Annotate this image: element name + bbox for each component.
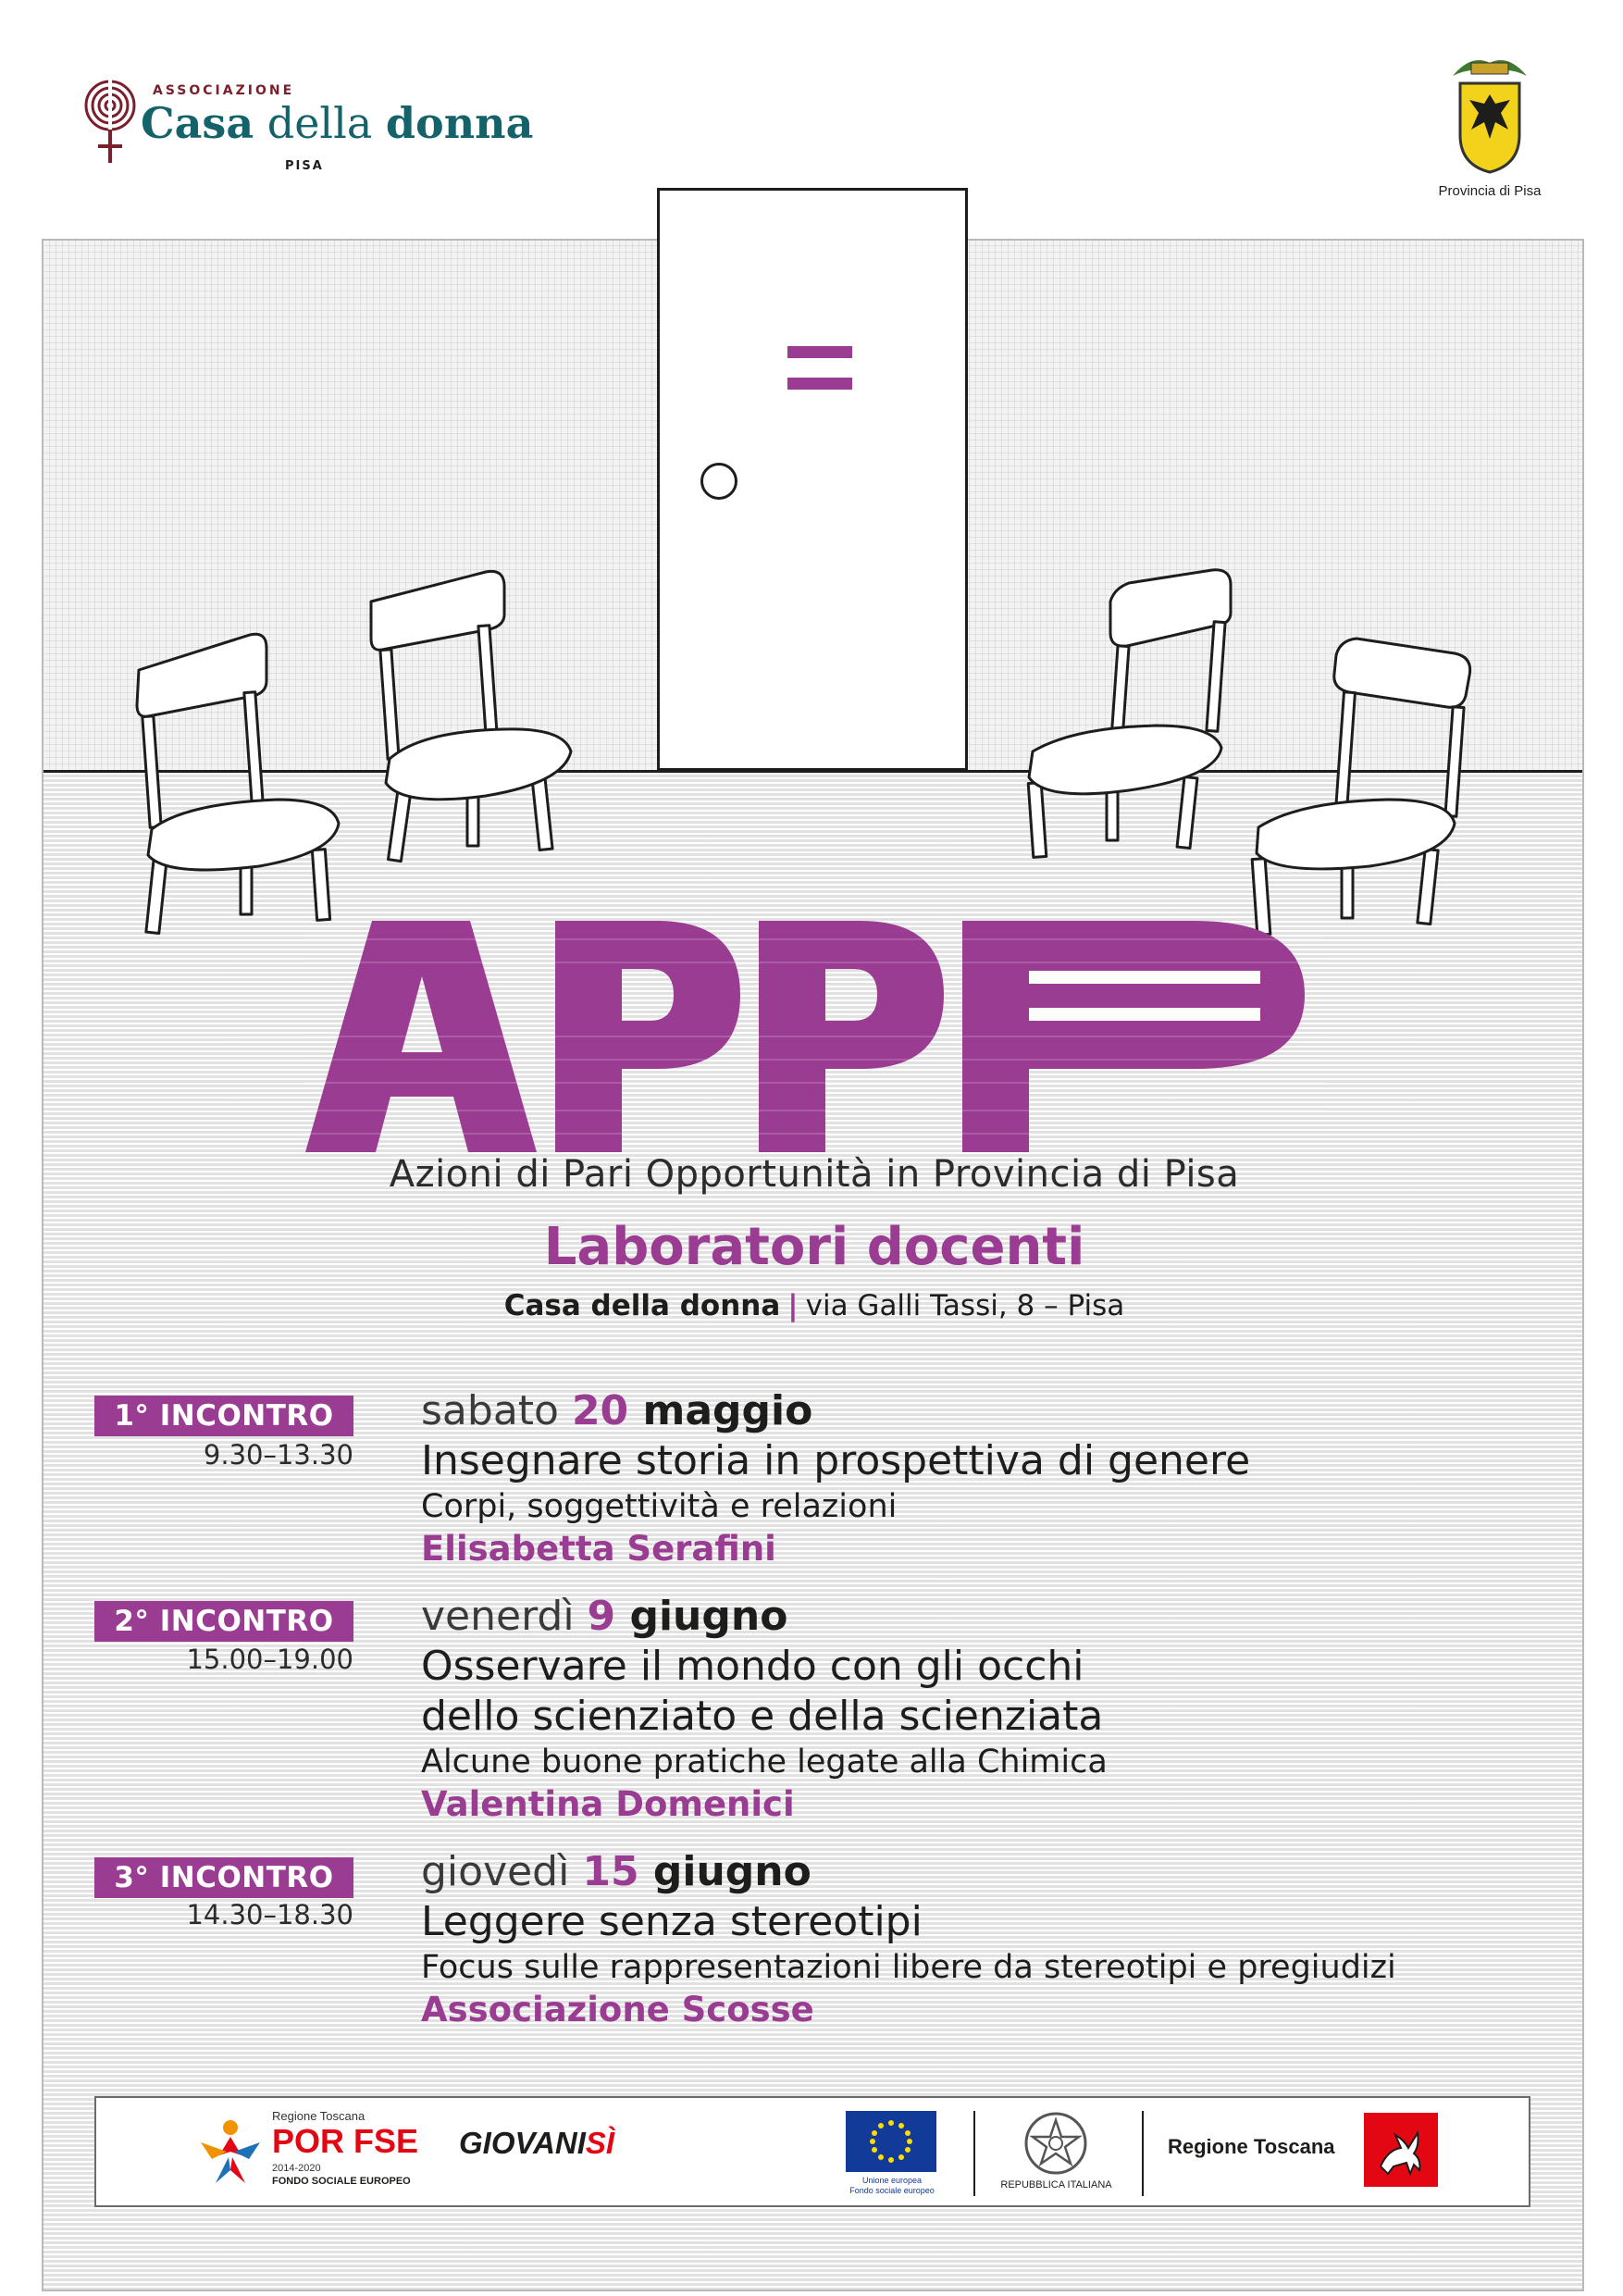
equals-bar: [787, 346, 852, 358]
por-fund: FONDO SOCIALE EUROPEO: [272, 2176, 411, 2187]
incontro-title: dello scienziato e della scienziata: [421, 1693, 1104, 1740]
venue-name: Casa della donna: [503, 1289, 781, 1322]
incontro-weekday: giovedì: [421, 1848, 583, 1895]
incontro-speaker: Associazione Scosse: [421, 1990, 814, 2029]
incontro-speaker: Elisabetta Serafini: [421, 1529, 776, 1569]
por-region: Regione Toscana: [272, 2109, 365, 2123]
incontro-title: Osservare il mondo con gli occhi: [421, 1643, 1084, 1690]
incontro-time: 15.00–19.00: [186, 1644, 353, 1675]
incontro-time: 9.30–13.30: [203, 1439, 353, 1471]
incontro-date: [421, 1847, 1559, 1897]
logo-divider: [973, 2111, 975, 2196]
venue-separator: |: [787, 1289, 799, 1322]
eu-caption: [827, 2176, 957, 2196]
door-illustration: [657, 188, 968, 771]
incontro-badge: 1° INCONTRO: [94, 1396, 353, 1436]
si-word: SÌ: [585, 2126, 615, 2160]
incontro-title: Insegnare storia in prospettiva di genere: [421, 1437, 1251, 1484]
chair-icon: [365, 565, 588, 875]
venue-line: [305, 1289, 1323, 1322]
incontro-weekday: venerdì: [421, 1593, 588, 1640]
province-caption: Provincia di Pisa: [1438, 183, 1542, 199]
sponsor-logos-box: [94, 2096, 1530, 2207]
provincia-pisa-eagle-icon: [1443, 46, 1536, 176]
incontro-subtitle: Focus sulle rappresentazioni libere da stereotipi e pregiudizi: [421, 1949, 1396, 1986]
italian-republic-emblem-icon: [1022, 2109, 1090, 2178]
eu-caption-line: Fondo sociale europeo: [849, 2186, 935, 2195]
incontro-badge: 2° INCONTRO: [94, 1601, 353, 1642]
chair-icon: [1240, 627, 1481, 947]
incontro-date: [421, 1592, 1559, 1642]
labyrinth-venus-icon: [83, 78, 137, 180]
chair-icon: [130, 627, 370, 947]
association-name-word: della: [254, 98, 386, 148]
casa-della-donna-logo: [83, 74, 546, 185]
giovani-si-logo: [459, 2126, 614, 2161]
incontro-event: [421, 1847, 1559, 2032]
incontro-event: [421, 1592, 1559, 1827]
eu-caption-line: Unione europea: [861, 2176, 923, 2185]
project-subtitle: Azioni di Pari Opportunità in Provincia di Pisa: [389, 1153, 1240, 1196]
incontro-badge: 3° INCONTRO: [94, 1857, 353, 1898]
incontro-subtitle: Alcune buone pratiche legate alla Chimica: [421, 1744, 1108, 1781]
appp-title-graphic: [305, 921, 1323, 1152]
association-prefix: ASSOCIAZIONE: [153, 83, 295, 98]
incontro-title: Leggere senza stereotipi: [421, 1898, 923, 1945]
equals-sign-icon: [787, 346, 852, 391]
association-city: PISA: [285, 159, 324, 173]
equals-bar: [787, 378, 852, 390]
incontro-day: 20: [571, 1387, 643, 1434]
incontro-weekday: sabato: [421, 1387, 572, 1434]
por-fse-star-icon: [193, 2115, 267, 2189]
incontro-date: [421, 1386, 1559, 1436]
incontro-subtitle: Corpi, soggettività e relazioni: [421, 1488, 898, 1525]
association-name: [141, 98, 533, 148]
provincia-di-pisa-logo: [1425, 46, 1555, 208]
repubblica-caption: REPUBBLICA ITALIANA: [1000, 2179, 1112, 2191]
incontro-time: 14.30–18.30: [186, 1899, 353, 1930]
incontro-month: giugno: [652, 1848, 812, 1895]
incontro-day: 15: [582, 1848, 653, 1895]
regione-toscana-name: Regione Toscana: [1168, 2135, 1335, 2158]
incontro-day: 9: [587, 1593, 630, 1640]
door-knob: [700, 463, 737, 500]
incontro-month: giugno: [629, 1593, 788, 1640]
venue-address: via Galli Tassi, 8 – Pisa: [805, 1289, 1125, 1322]
por-years: 2014-2020: [272, 2163, 321, 2174]
eu-flag-icon: [846, 2111, 936, 2172]
program-title: Laboratori docenti: [543, 1217, 1085, 1277]
regione-toscana-pegasus-icon: [1364, 2113, 1438, 2187]
por-fse-name: POR FSE: [272, 2122, 419, 2160]
association-name-word: donna: [385, 98, 534, 148]
association-name-word: Casa: [141, 98, 254, 148]
incontro-month: maggio: [642, 1387, 813, 1434]
logo-divider: [1142, 2111, 1144, 2196]
incontro-speaker: Valentina Domenici: [421, 1784, 795, 1824]
incontro-event: [421, 1386, 1559, 1571]
giovani-word: GIOVANI: [459, 2126, 586, 2160]
chair-icon: [1018, 565, 1240, 865]
